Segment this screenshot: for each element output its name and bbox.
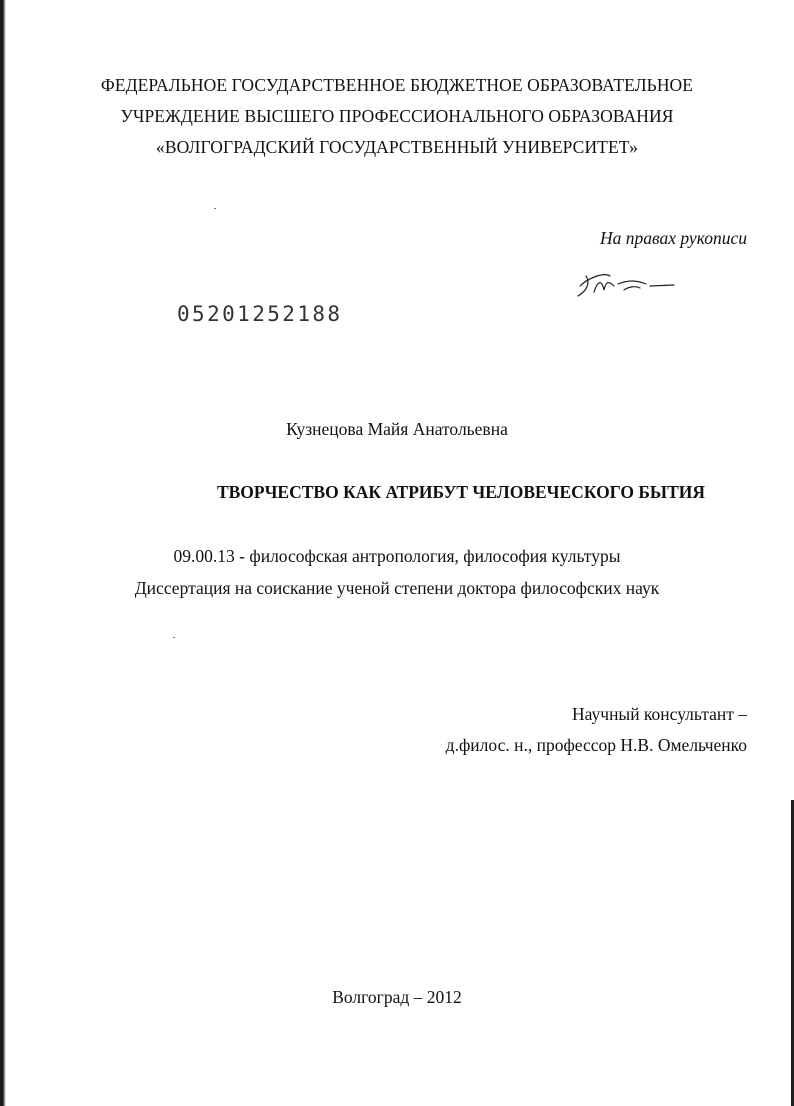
author-name: Кузнецова Майя Анатольевна: [286, 419, 508, 439]
institution-line-1: ФЕДЕРАЛЬНОЕ ГОСУДАРСТВЕННОЕ БЮДЖЕТНОЕ ОБРАЗОВАТЕЛЬНОЕ: [100, 75, 694, 95]
scan-speck: [214, 208, 216, 209]
city-year: Волгоград – 2012: [332, 987, 462, 1007]
handwritten-signature: [574, 268, 678, 300]
manuscript-note: На правах рукописи: [600, 228, 747, 248]
archive-number: 05201252188: [177, 302, 343, 326]
institution-line-3: «ВОЛГОГРАДСКИЙ ГОСУДАРСТВЕННЫЙ УНИВЕРСИТЕТ»: [156, 137, 638, 157]
institution-line-2: УЧРЕЖДЕНИЕ ВЫСШЕГО ПРОФЕССИОНАЛЬНОГО ОБРАЗОВАНИЯ: [120, 106, 674, 126]
scan-speck: [173, 637, 175, 638]
dissertation-title: ТВОРЧЕСТВО КАК АТРИБУТ ЧЕЛОВЕЧЕСКОГО БЫТИЯ: [216, 482, 706, 502]
degree-line: Диссертация на соискание ученой степени доктора философских наук: [134, 578, 660, 598]
consultant-label: Научный консультант –: [572, 704, 747, 724]
specialty-code: 09.00.13 - философская антропология, философия культуры: [173, 546, 621, 566]
consultant-name: д.филос. н., профессор Н.В. Омельченко: [445, 735, 747, 755]
